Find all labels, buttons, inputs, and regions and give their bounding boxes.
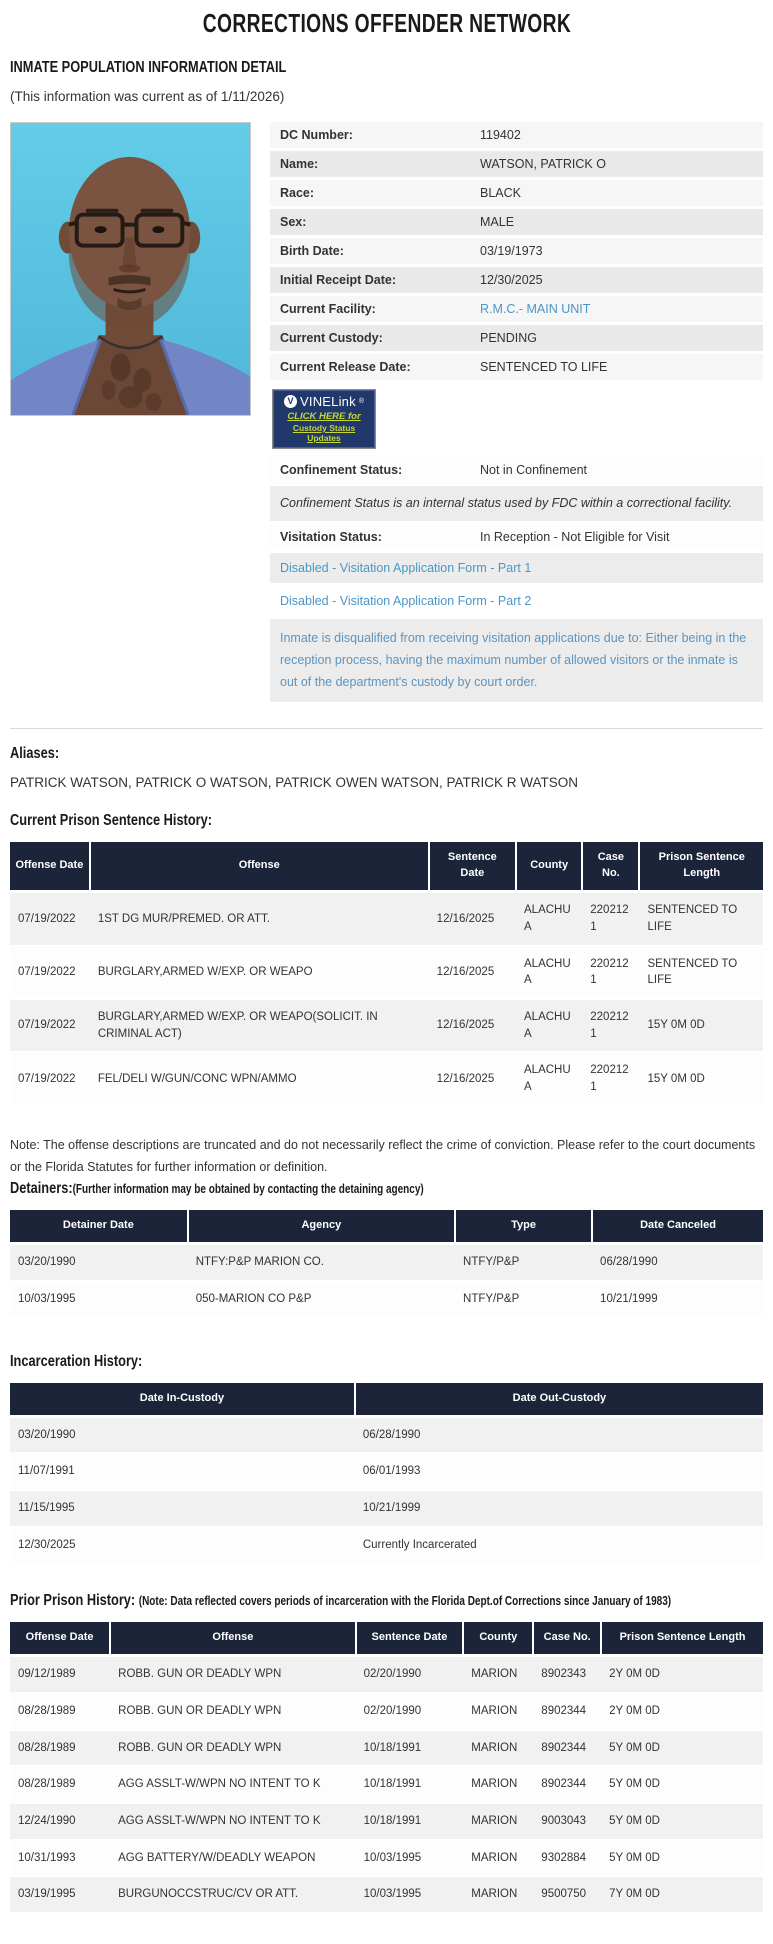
- table-cell: 10/03/1995: [10, 1281, 188, 1318]
- info-row-sex: [270, 209, 763, 235]
- table-cell: FEL/DELI W/GUN/CONC WPN/AMMO: [90, 1052, 429, 1105]
- table-cell: 10/31/1993: [10, 1840, 110, 1877]
- table-cell: 09/12/1989: [10, 1656, 110, 1693]
- field-label: Race:: [280, 186, 315, 200]
- column-header: Sentence Date: [356, 1622, 464, 1655]
- column-header: Prison Sentence Length: [601, 1622, 763, 1655]
- table-cell: 9500750: [533, 1876, 601, 1913]
- field-label: Birth Date:: [280, 244, 344, 258]
- column-header: Case No.: [533, 1622, 601, 1655]
- table-cell: 08/28/1989: [10, 1766, 110, 1803]
- table-cell: 5Y 0M 0D: [601, 1840, 763, 1877]
- inmate-summary-section: [10, 122, 763, 702]
- column-header: Offense: [90, 842, 429, 891]
- table-cell: ALACHUA: [516, 1052, 582, 1105]
- field-value: MALE: [480, 215, 515, 229]
- field-label: Name:: [280, 157, 319, 171]
- field-value: PENDING: [480, 331, 537, 345]
- table-cell: ALACHUA: [516, 892, 582, 946]
- page-subtitle: INMATE POPULATION INFORMATION DETAIL: [10, 59, 287, 76]
- table-cell: 12/16/2025: [429, 946, 516, 999]
- column-header: Date Canceled: [592, 1210, 763, 1243]
- table-cell: MARION: [463, 1693, 533, 1730]
- vinelink-logo-icon: V: [284, 395, 297, 408]
- column-header: Offense Date: [10, 842, 90, 891]
- sentence-history-table: [10, 842, 763, 1106]
- header: [10, 0, 763, 39]
- visitation-disqualification-note: Inmate is disqualified from receiving visitation applications due to: Either being in the reception process, having the maximum number of allowed visitors or the inmate is out of the department's custody by court order.: [270, 619, 763, 703]
- table-cell: 2Y 0M 0D: [601, 1693, 763, 1730]
- table-row: [10, 1244, 763, 1281]
- table-cell: 10/21/1999: [592, 1281, 763, 1318]
- column-header: Case No.: [582, 842, 639, 891]
- current-as-of-text: (This information was current as of 1/11/2026): [10, 89, 285, 104]
- visitation-form-part2-link[interactable]: Disabled - Visitation Application Form - Part 2: [280, 593, 532, 608]
- bottom-spacer: [10, 1914, 763, 1944]
- table-cell: MARION: [463, 1730, 533, 1767]
- table-cell: SENTENCED TO LIFE: [639, 946, 763, 999]
- field-value: 03/19/1973: [480, 244, 543, 258]
- table-row: [10, 1281, 763, 1318]
- table-cell: 2202121: [582, 999, 639, 1052]
- table-cell: 15Y 0M 0D: [639, 1052, 763, 1105]
- sentence-history-heading: Current Prison Sentence History:: [10, 812, 212, 830]
- column-header: Type: [455, 1210, 592, 1243]
- table-cell: 2202121: [582, 1052, 639, 1105]
- table-cell: 11/15/1995: [10, 1490, 355, 1527]
- confinement-status-note: Confinement Status is an internal status used by FDC within a correctional facility.: [270, 486, 763, 521]
- table-cell: 050-MARION CO P&P: [188, 1281, 455, 1318]
- field-label: Initial Receipt Date:: [280, 273, 396, 287]
- table-cell: 9003043: [533, 1803, 601, 1840]
- table-cell: 7Y 0M 0D: [601, 1876, 763, 1913]
- column-header: Offense Date: [10, 1622, 110, 1655]
- table-cell: 06/28/1990: [355, 1416, 763, 1453]
- table-cell: 12/30/2025: [10, 1527, 355, 1564]
- info-row-dc-number: [270, 122, 763, 148]
- table-cell: 12/16/2025: [429, 892, 516, 946]
- table-cell: ROBB. GUN OR DEADLY WPN: [110, 1730, 355, 1767]
- field-value: WATSON, PATRICK O: [480, 157, 606, 171]
- table-row: [10, 1453, 763, 1490]
- table-cell: 06/28/1990: [592, 1244, 763, 1281]
- info-row-name: [270, 151, 763, 177]
- column-header: Prison Sentence Length: [639, 842, 763, 891]
- table-cell: 07/19/2022: [10, 892, 90, 946]
- table-cell: BURGLARY,ARMED W/EXP. OR WEAPO(SOLICIT. IN CRIMINAL ACT): [90, 999, 429, 1052]
- vinelink-brand: [276, 394, 372, 409]
- table-row: [10, 1730, 763, 1767]
- info-row-current-release-date: [270, 354, 763, 380]
- info-row-visitation-status: [270, 524, 763, 550]
- info-row-race: [270, 180, 763, 206]
- table-cell: ALACHUA: [516, 946, 582, 999]
- column-header: Sentence Date: [429, 842, 516, 891]
- column-header: Date In-Custody: [10, 1383, 355, 1416]
- table-cell: 03/19/1995: [10, 1876, 110, 1913]
- inmate-info-panel: [270, 122, 763, 702]
- field-label: Current Facility:: [280, 302, 376, 316]
- field-value: BLACK: [480, 186, 521, 200]
- field-value: 119402: [480, 128, 521, 142]
- table-cell: ROBB. GUN OR DEADLY WPN: [110, 1693, 355, 1730]
- table-cell: AGG BATTERY/W/DEADLY WEAPON: [110, 1840, 355, 1877]
- table-row: [10, 1840, 763, 1877]
- incarceration-history-heading: Incarceration History:: [10, 1352, 143, 1370]
- table-cell: 02/20/1990: [356, 1656, 464, 1693]
- current-facility-link[interactable]: R.M.C.- MAIN UNIT: [480, 302, 591, 316]
- table-cell: AGG ASSLT-W/WPN NO INTENT TO K: [110, 1766, 355, 1803]
- table-cell: 07/19/2022: [10, 1052, 90, 1105]
- table-cell: MARION: [463, 1803, 533, 1840]
- table-cell: MARION: [463, 1876, 533, 1913]
- table-cell: MARION: [463, 1766, 533, 1803]
- table-cell: 5Y 0M 0D: [601, 1730, 763, 1767]
- table-row: [10, 892, 763, 946]
- table-cell: 03/20/1990: [10, 1244, 188, 1281]
- info-row-initial-receipt-date: [270, 267, 763, 293]
- aliases-list: PATRICK WATSON, PATRICK O WATSON, PATRICK OWEN WATSON, PATRICK R WATSON: [10, 775, 579, 791]
- table-cell: NTFY/P&P: [455, 1281, 592, 1318]
- inmate-photo-graphic: [11, 123, 250, 415]
- table-cell: 8902344: [533, 1766, 601, 1803]
- page-title: CORRECTIONS OFFENDER NETWORK: [202, 8, 571, 38]
- field-label: DC Number:: [280, 128, 353, 142]
- table-cell: 12/24/1990: [10, 1803, 110, 1840]
- table-cell: NTFY/P&P: [455, 1244, 592, 1281]
- table-row: [10, 1527, 763, 1564]
- field-label: Confinement Status:: [280, 463, 403, 477]
- table-cell: 12/16/2025: [429, 1052, 516, 1105]
- table-row: [10, 999, 763, 1052]
- visitation-form-row-2: [270, 586, 763, 616]
- table-row: [10, 1490, 763, 1527]
- column-header: Date Out-Custody: [355, 1383, 763, 1416]
- table-row: [10, 1766, 763, 1803]
- table-row: [10, 1876, 763, 1913]
- table-cell: 08/28/1989: [10, 1693, 110, 1730]
- table-cell: 8902343: [533, 1656, 601, 1693]
- table-cell: 10/18/1991: [356, 1730, 464, 1767]
- table-cell: 8902344: [533, 1730, 601, 1767]
- table-cell: 5Y 0M 0D: [601, 1803, 763, 1840]
- info-row-birth-date: [270, 238, 763, 264]
- table-cell: BURGUNOCCSTRUC/CV OR ATT.: [110, 1876, 355, 1913]
- table-cell: 12/16/2025: [429, 999, 516, 1052]
- table-cell: 15Y 0M 0D: [639, 999, 763, 1052]
- column-header: Detainer Date: [10, 1210, 188, 1243]
- table-cell: 07/19/2022: [10, 999, 90, 1052]
- table-row: [10, 1052, 763, 1105]
- offense-truncation-note: Note: The offense descriptions are truncated and do not necessarily reflect the crime of conviction. Please refer to the court documents or the Florida Statutes for further information or definition.: [10, 1137, 756, 1174]
- prior-prison-history-table: [10, 1622, 763, 1914]
- table-row: [10, 1693, 763, 1730]
- vinelink-click-here-text: CLICK HERE for: [287, 411, 361, 422]
- table-cell: 10/03/1995: [356, 1876, 464, 1913]
- visitation-form-row-1: [270, 553, 763, 583]
- table-header-row: [10, 1622, 763, 1655]
- detainers-heading: Detainers:(Further information may be obtained by contacting the detaining agency): [10, 1180, 424, 1198]
- table-cell: 11/07/1991: [10, 1453, 355, 1490]
- table-header-row: [10, 1210, 763, 1243]
- prior-history-heading-note: (Note: Data reflected covers periods of incarceration with the Florida Dept.of Corrections since January of 1983): [138, 1594, 672, 1609]
- field-label: Current Custody:: [280, 331, 383, 345]
- detainers-heading-note: (Further information may be obtained by contacting the detaining agency): [72, 1182, 424, 1197]
- table-cell: 02/20/1990: [356, 1693, 464, 1730]
- field-label: Visitation Status:: [280, 529, 382, 544]
- table-cell: SENTENCED TO LIFE: [639, 892, 763, 946]
- column-header: Offense: [110, 1622, 355, 1655]
- table-cell: 5Y 0M 0D: [601, 1766, 763, 1803]
- field-value: SENTENCED TO LIFE: [480, 360, 608, 374]
- table-cell: Currently Incarcerated: [355, 1527, 763, 1564]
- table-row: [10, 946, 763, 999]
- field-value: 12/30/2025: [480, 273, 543, 287]
- table-cell: 1ST DG MUR/PREMED. OR ATT.: [90, 892, 429, 946]
- vinelink-custody-updates-text: Custody Status Updates: [292, 423, 356, 443]
- table-cell: 03/20/1990: [10, 1416, 355, 1453]
- table-cell: MARION: [463, 1656, 533, 1693]
- table-cell: NTFY:P&P MARION CO.: [188, 1244, 455, 1281]
- table-row: [10, 1803, 763, 1840]
- info-row-current-custody: [270, 325, 763, 351]
- info-row-confinement-status: [270, 457, 763, 483]
- section-divider: [10, 728, 763, 729]
- table-header-row: [10, 1383, 763, 1416]
- table-cell: 10/03/1995: [356, 1840, 464, 1877]
- field-label: Sex:: [280, 215, 307, 229]
- table-cell: BURGLARY,ARMED W/EXP. OR WEAPO: [90, 946, 429, 999]
- prior-prison-history-heading: Prior Prison History: (Note: Data reflected covers periods of incarceration with the Florida Dept.of Corrections since January of 1983): [10, 1592, 672, 1610]
- aliases-heading: Aliases:: [10, 745, 60, 763]
- vinelink-brand-text: VINELink: [300, 394, 356, 409]
- table-cell: MARION: [463, 1840, 533, 1877]
- info-row-current-facility: [270, 296, 763, 322]
- table-cell: 10/18/1991: [356, 1766, 464, 1803]
- field-value: Not in Confinement: [480, 463, 588, 477]
- table-cell: 10/21/1999: [355, 1490, 763, 1527]
- table-cell: 2202121: [582, 892, 639, 946]
- field-value: In Reception - Not Eligible for Visit: [480, 529, 670, 544]
- column-header: Agency: [188, 1210, 455, 1243]
- table-cell: 9302884: [533, 1840, 601, 1877]
- table-cell: 10/18/1991: [356, 1803, 464, 1840]
- table-cell: ALACHUA: [516, 999, 582, 1052]
- table-cell: 8902344: [533, 1693, 601, 1730]
- table-row: [10, 1416, 763, 1453]
- vinelink-row: [270, 383, 763, 457]
- table-cell: 08/28/1989: [10, 1730, 110, 1767]
- table-cell: 2Y 0M 0D: [601, 1656, 763, 1693]
- table-cell: 2202121: [582, 946, 639, 999]
- table-cell: 07/19/2022: [10, 946, 90, 999]
- registered-trademark-symbol: ®: [358, 398, 364, 405]
- field-label: Current Release Date:: [280, 360, 411, 374]
- column-header: County: [463, 1622, 533, 1655]
- inmate-photo: [10, 122, 251, 416]
- table-cell: 06/01/1993: [355, 1453, 763, 1490]
- detainers-table: [10, 1210, 763, 1318]
- table-cell: ROBB. GUN OR DEADLY WPN: [110, 1656, 355, 1693]
- visitation-form-part1-link[interactable]: Disabled - Visitation Application Form - Part 1: [280, 560, 532, 575]
- incarceration-history-table: [10, 1383, 763, 1565]
- table-row: [10, 1656, 763, 1693]
- table-header-row: [10, 842, 763, 891]
- table-cell: AGG ASSLT-W/WPN NO INTENT TO K: [110, 1803, 355, 1840]
- vinelink-badge-button[interactable]: [272, 389, 376, 449]
- column-header: County: [516, 842, 582, 891]
